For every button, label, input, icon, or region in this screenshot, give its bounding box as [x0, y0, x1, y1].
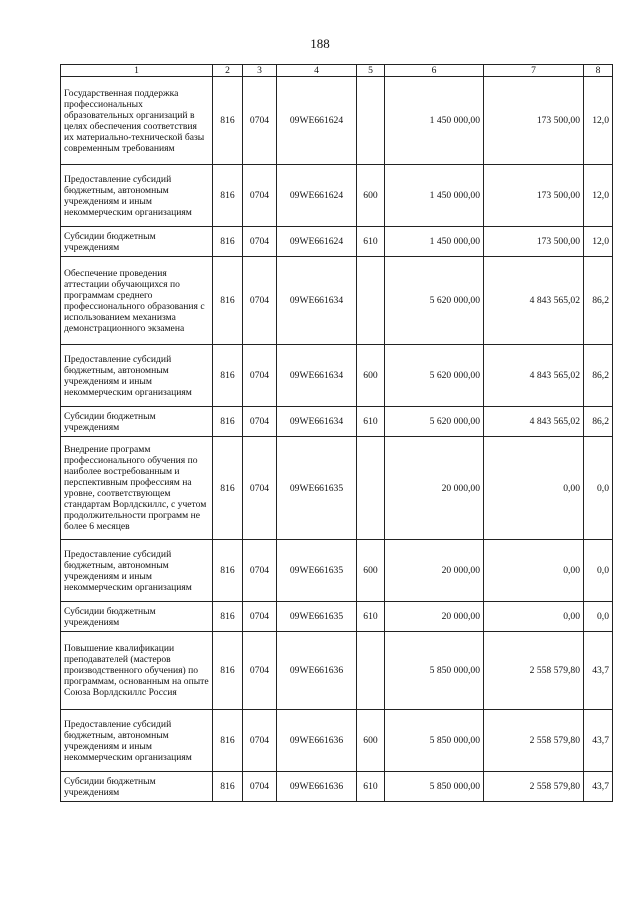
row-rz-cell: 0704 [243, 407, 277, 437]
row-name-cell: Предоставление субсидий бюджетным, автономным учреждениям и иным некоммерческим организациям [61, 540, 213, 602]
table-row [61, 165, 613, 227]
row-pct-cell: 0,0 [584, 602, 613, 632]
row-plan-cell: 5 850 000,00 [385, 632, 484, 710]
table-row [61, 540, 613, 602]
row-vr-cell: 610 [357, 407, 385, 437]
row-rz-cell: 0704 [243, 772, 277, 802]
row-pct-cell: 43,7 [584, 772, 613, 802]
row-fact-cell: 4 843 565,02 [484, 257, 584, 345]
row-rz-cell: 0704 [243, 165, 277, 227]
row-name-cell: Субсидии бюджетным учреждениям [61, 602, 213, 632]
row-pct-cell: 86,2 [584, 345, 613, 407]
row-gr-cell: 816 [213, 772, 243, 802]
row-csr-cell: 09WE661635 [277, 540, 357, 602]
row-gr-cell: 816 [213, 227, 243, 257]
header-cell: 8 [584, 65, 613, 77]
row-vr-cell: 610 [357, 602, 385, 632]
table-row [61, 257, 613, 345]
table-row [61, 437, 613, 540]
row-rz-cell: 0704 [243, 710, 277, 772]
row-vr-cell: 610 [357, 227, 385, 257]
row-fact-cell: 2 558 579,80 [484, 710, 584, 772]
row-csr-cell: 09WE661624 [277, 227, 357, 257]
row-gr-cell: 816 [213, 77, 243, 165]
row-name-cell: Субсидии бюджетным учреждениям [61, 227, 213, 257]
table-row [61, 227, 613, 257]
budget-table [60, 64, 613, 802]
header-cell: 2 [213, 65, 243, 77]
row-gr-cell: 816 [213, 632, 243, 710]
row-csr-cell: 09WE661635 [277, 602, 357, 632]
row-fact-cell: 4 843 565,02 [484, 407, 584, 437]
row-vr-cell [357, 257, 385, 345]
row-pct-cell: 12,0 [584, 165, 613, 227]
row-vr-cell [357, 632, 385, 710]
row-csr-cell: 09WE661624 [277, 165, 357, 227]
row-name-cell: Государственная поддержка профессиональных образовательных организаций в целях обеспечения соответствия их материально-технической базы современным требованиям [61, 77, 213, 165]
table-row [61, 602, 613, 632]
row-pct-cell: 86,2 [584, 257, 613, 345]
row-csr-cell: 09WE661634 [277, 257, 357, 345]
header-cell: 5 [357, 65, 385, 77]
row-csr-cell: 09WE661634 [277, 407, 357, 437]
row-fact-cell: 173 500,00 [484, 77, 584, 165]
row-csr-cell: 09WE661635 [277, 437, 357, 540]
row-gr-cell: 816 [213, 407, 243, 437]
row-plan-cell: 5 850 000,00 [385, 710, 484, 772]
row-rz-cell: 0704 [243, 632, 277, 710]
row-rz-cell: 0704 [243, 540, 277, 602]
row-fact-cell: 0,00 [484, 602, 584, 632]
row-name-cell: Предоставление субсидий бюджетным, автономным учреждениям и иным некоммерческим организациям [61, 345, 213, 407]
table-row [61, 345, 613, 407]
table-row [61, 710, 613, 772]
row-fact-cell: 4 843 565,02 [484, 345, 584, 407]
row-fact-cell: 0,00 [484, 437, 584, 540]
row-csr-cell: 09WE661636 [277, 772, 357, 802]
table-row [61, 407, 613, 437]
row-gr-cell: 816 [213, 257, 243, 345]
row-rz-cell: 0704 [243, 437, 277, 540]
row-plan-cell: 5 620 000,00 [385, 407, 484, 437]
row-fact-cell: 173 500,00 [484, 165, 584, 227]
row-fact-cell: 173 500,00 [484, 227, 584, 257]
row-gr-cell: 816 [213, 345, 243, 407]
row-vr-cell: 600 [357, 165, 385, 227]
table-row [61, 77, 613, 165]
row-fact-cell: 2 558 579,80 [484, 632, 584, 710]
row-gr-cell: 816 [213, 540, 243, 602]
row-name-cell: Субсидии бюджетным учреждениям [61, 772, 213, 802]
row-vr-cell [357, 437, 385, 540]
row-csr-cell: 09WE661636 [277, 710, 357, 772]
row-plan-cell: 5 620 000,00 [385, 257, 484, 345]
row-plan-cell: 1 450 000,00 [385, 165, 484, 227]
row-gr-cell: 816 [213, 602, 243, 632]
row-plan-cell: 5 620 000,00 [385, 345, 484, 407]
row-pct-cell: 43,7 [584, 632, 613, 710]
row-name-cell: Предоставление субсидий бюджетным, автономным учреждениям и иным некоммерческим организациям [61, 165, 213, 227]
header-row [61, 65, 613, 77]
row-name-cell: Обеспечение проведения аттестации обучающихся по программам среднего профессионального образования с использованием механизма демонстрационного экзамена [61, 257, 213, 345]
row-plan-cell: 1 450 000,00 [385, 77, 484, 165]
row-vr-cell: 610 [357, 772, 385, 802]
row-gr-cell: 816 [213, 710, 243, 772]
header-cell: 1 [61, 65, 213, 77]
header-cell: 4 [277, 65, 357, 77]
row-plan-cell: 20 000,00 [385, 540, 484, 602]
row-plan-cell: 20 000,00 [385, 437, 484, 540]
row-fact-cell: 2 558 579,80 [484, 772, 584, 802]
row-vr-cell: 600 [357, 710, 385, 772]
row-vr-cell [357, 77, 385, 165]
row-pct-cell: 0,0 [584, 540, 613, 602]
page-number: 188 [310, 36, 330, 51]
header-cell: 3 [243, 65, 277, 77]
row-csr-cell: 09WE661624 [277, 77, 357, 165]
row-pct-cell: 12,0 [584, 227, 613, 257]
row-name-cell: Субсидии бюджетным учреждениям [61, 407, 213, 437]
row-rz-cell: 0704 [243, 345, 277, 407]
table-row [61, 772, 613, 802]
row-vr-cell: 600 [357, 540, 385, 602]
row-rz-cell: 0704 [243, 257, 277, 345]
row-pct-cell: 12,0 [584, 77, 613, 165]
row-plan-cell: 5 850 000,00 [385, 772, 484, 802]
row-csr-cell: 09WE661634 [277, 345, 357, 407]
row-plan-cell: 1 450 000,00 [385, 227, 484, 257]
row-pct-cell: 0,0 [584, 437, 613, 540]
row-rz-cell: 0704 [243, 602, 277, 632]
header-cell: 6 [385, 65, 484, 77]
header-cell: 7 [484, 65, 584, 77]
row-rz-cell: 0704 [243, 77, 277, 165]
row-fact-cell: 0,00 [484, 540, 584, 602]
row-name-cell: Внедрение программ профессионального обучения по наиболее востребованным и перспективным профессиям на уровне, соответствующем стандартам Ворлдскиллс, с учетом продолжительности программ не более 6 месяцев [61, 437, 213, 540]
row-pct-cell: 86,2 [584, 407, 613, 437]
row-vr-cell: 600 [357, 345, 385, 407]
row-name-cell: Повышение квалификации преподавателей (мастеров производственного обучения) по программам, основанным на опыте Союза Ворлдскиллс Россия [61, 632, 213, 710]
row-plan-cell: 20 000,00 [385, 602, 484, 632]
row-pct-cell: 43,7 [584, 710, 613, 772]
table-row [61, 632, 613, 710]
row-gr-cell: 816 [213, 165, 243, 227]
row-gr-cell: 816 [213, 437, 243, 540]
row-csr-cell: 09WE661636 [277, 632, 357, 710]
row-rz-cell: 0704 [243, 227, 277, 257]
row-name-cell: Предоставление субсидий бюджетным, автономным учреждениям и иным некоммерческим организациям [61, 710, 213, 772]
